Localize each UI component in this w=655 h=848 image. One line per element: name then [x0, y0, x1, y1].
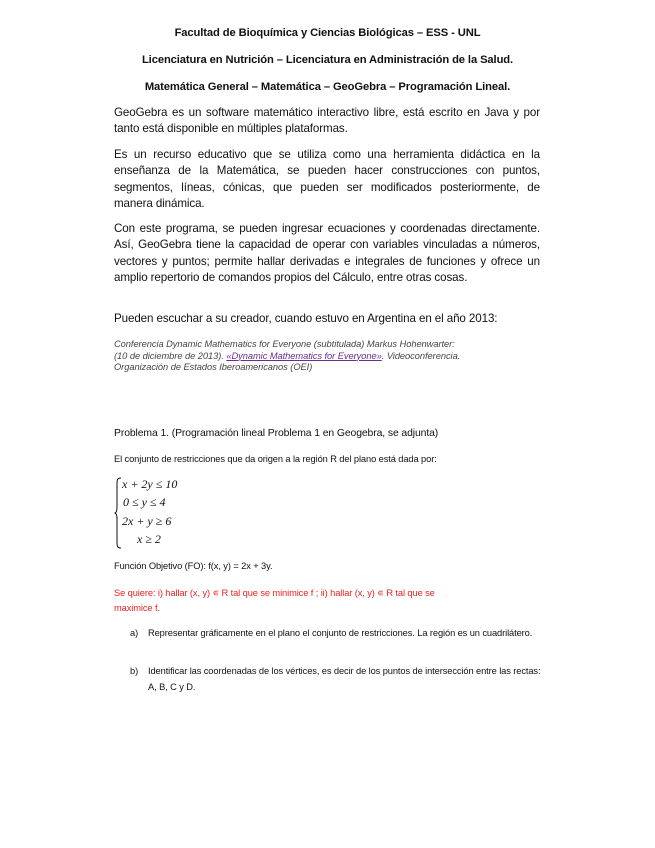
- reference-line-1: Conferencia Dynamic Mathematics for Everyone (subtitulada) Markus Hohenwarter:: [114, 339, 455, 349]
- header-degrees: Licenciatura en Nutrición – Licenciatura en Administración de la Salud.: [141, 54, 514, 66]
- constraint-4: x ≥ 2: [137, 532, 161, 546]
- goal-line-2: maximice f.: [114, 603, 160, 613]
- problem-intro: El conjunto de restricciones que da origen a la región R del plano está dada por:: [114, 454, 437, 464]
- objective-function: Función Objetivo (FO): f(x, y) = 2x + 3y.: [114, 561, 273, 571]
- reference-line-2: (10 de diciembre de 2013). «Dynamic Mathematics for Everyone». Videoconferencia.: [114, 350, 461, 361]
- list-item-label: a): [130, 628, 139, 638]
- list-item-text: Identificar las coordenadas de los vértices, es decir de los puntos de intersección entre las rectas: A, B, C y D.: [148, 666, 541, 692]
- constraint-1: x + 2y ≤ 10: [122, 477, 178, 491]
- constraint-2: 0 ≤ y ≤ 4: [123, 495, 166, 509]
- paragraph-features: Con este programa, se pueden ingresar ecuaciones y coordenadas directamente. Así, GeoGebra tiene la capacidad de operar con variables vinculadas a números, vectores y puntos; permite hallar derivadas e integrales de funciones y ofrece un amplio repertorio de comandos propios del Cálculo, entre otras cosas.: [114, 222, 540, 284]
- constraint-3: 2x + y ≥ 6: [122, 514, 172, 528]
- left-brace-icon: [114, 477, 122, 549]
- paragraph-intro: GeoGebra es un software matemático interactivo libre, está escrito en Java y por tanto está disponible en múltiples plataformas.: [114, 106, 540, 136]
- goal-line-1: Se quiere: i) hallar (x, y) ∊ R tal que se minimice f ; ii) hallar (x, y) ∊ R tal que se: [114, 588, 435, 598]
- reference-line-3: Organización de Estados Iberoamericanos (OEI): [114, 362, 313, 373]
- list-item-label: b): [130, 666, 139, 676]
- conference-reference: [114, 339, 544, 374]
- list-item: [130, 626, 545, 658]
- problem-title: Problema 1. (Programación lineal Problema 1 en Geogebra, se adjunta): [114, 428, 439, 439]
- paragraph-creator: Pueden escuchar a su creador, cuando estuvo en Argentina en el año 2013:: [114, 312, 498, 325]
- header-subject: Matemática General – Matemática – GeoGebra – Programación Lineal.: [144, 81, 511, 93]
- constraint-system: [114, 475, 194, 550]
- list-item-text: Representar gráficamente en el plano el conjunto de restricciones. La región es un cuadrilátero.: [148, 628, 533, 638]
- header-faculty: Facultad de Bioquímica y Ciencias Biológicas – ESS - UNL: [174, 27, 481, 39]
- list-item: [130, 664, 545, 696]
- paragraph-resource: Es un recurso educativo que se utiliza como una herramienta didáctica en la enseñanza de la Matemática, se pueden hacer construcciones con puntos, segmentos, líneas, cónicas, que pueden ser modificados posteriormente, de manera dinámica.: [114, 148, 540, 210]
- conference-link[interactable]: «Dynamic Mathematics for Everyone»: [226, 350, 382, 361]
